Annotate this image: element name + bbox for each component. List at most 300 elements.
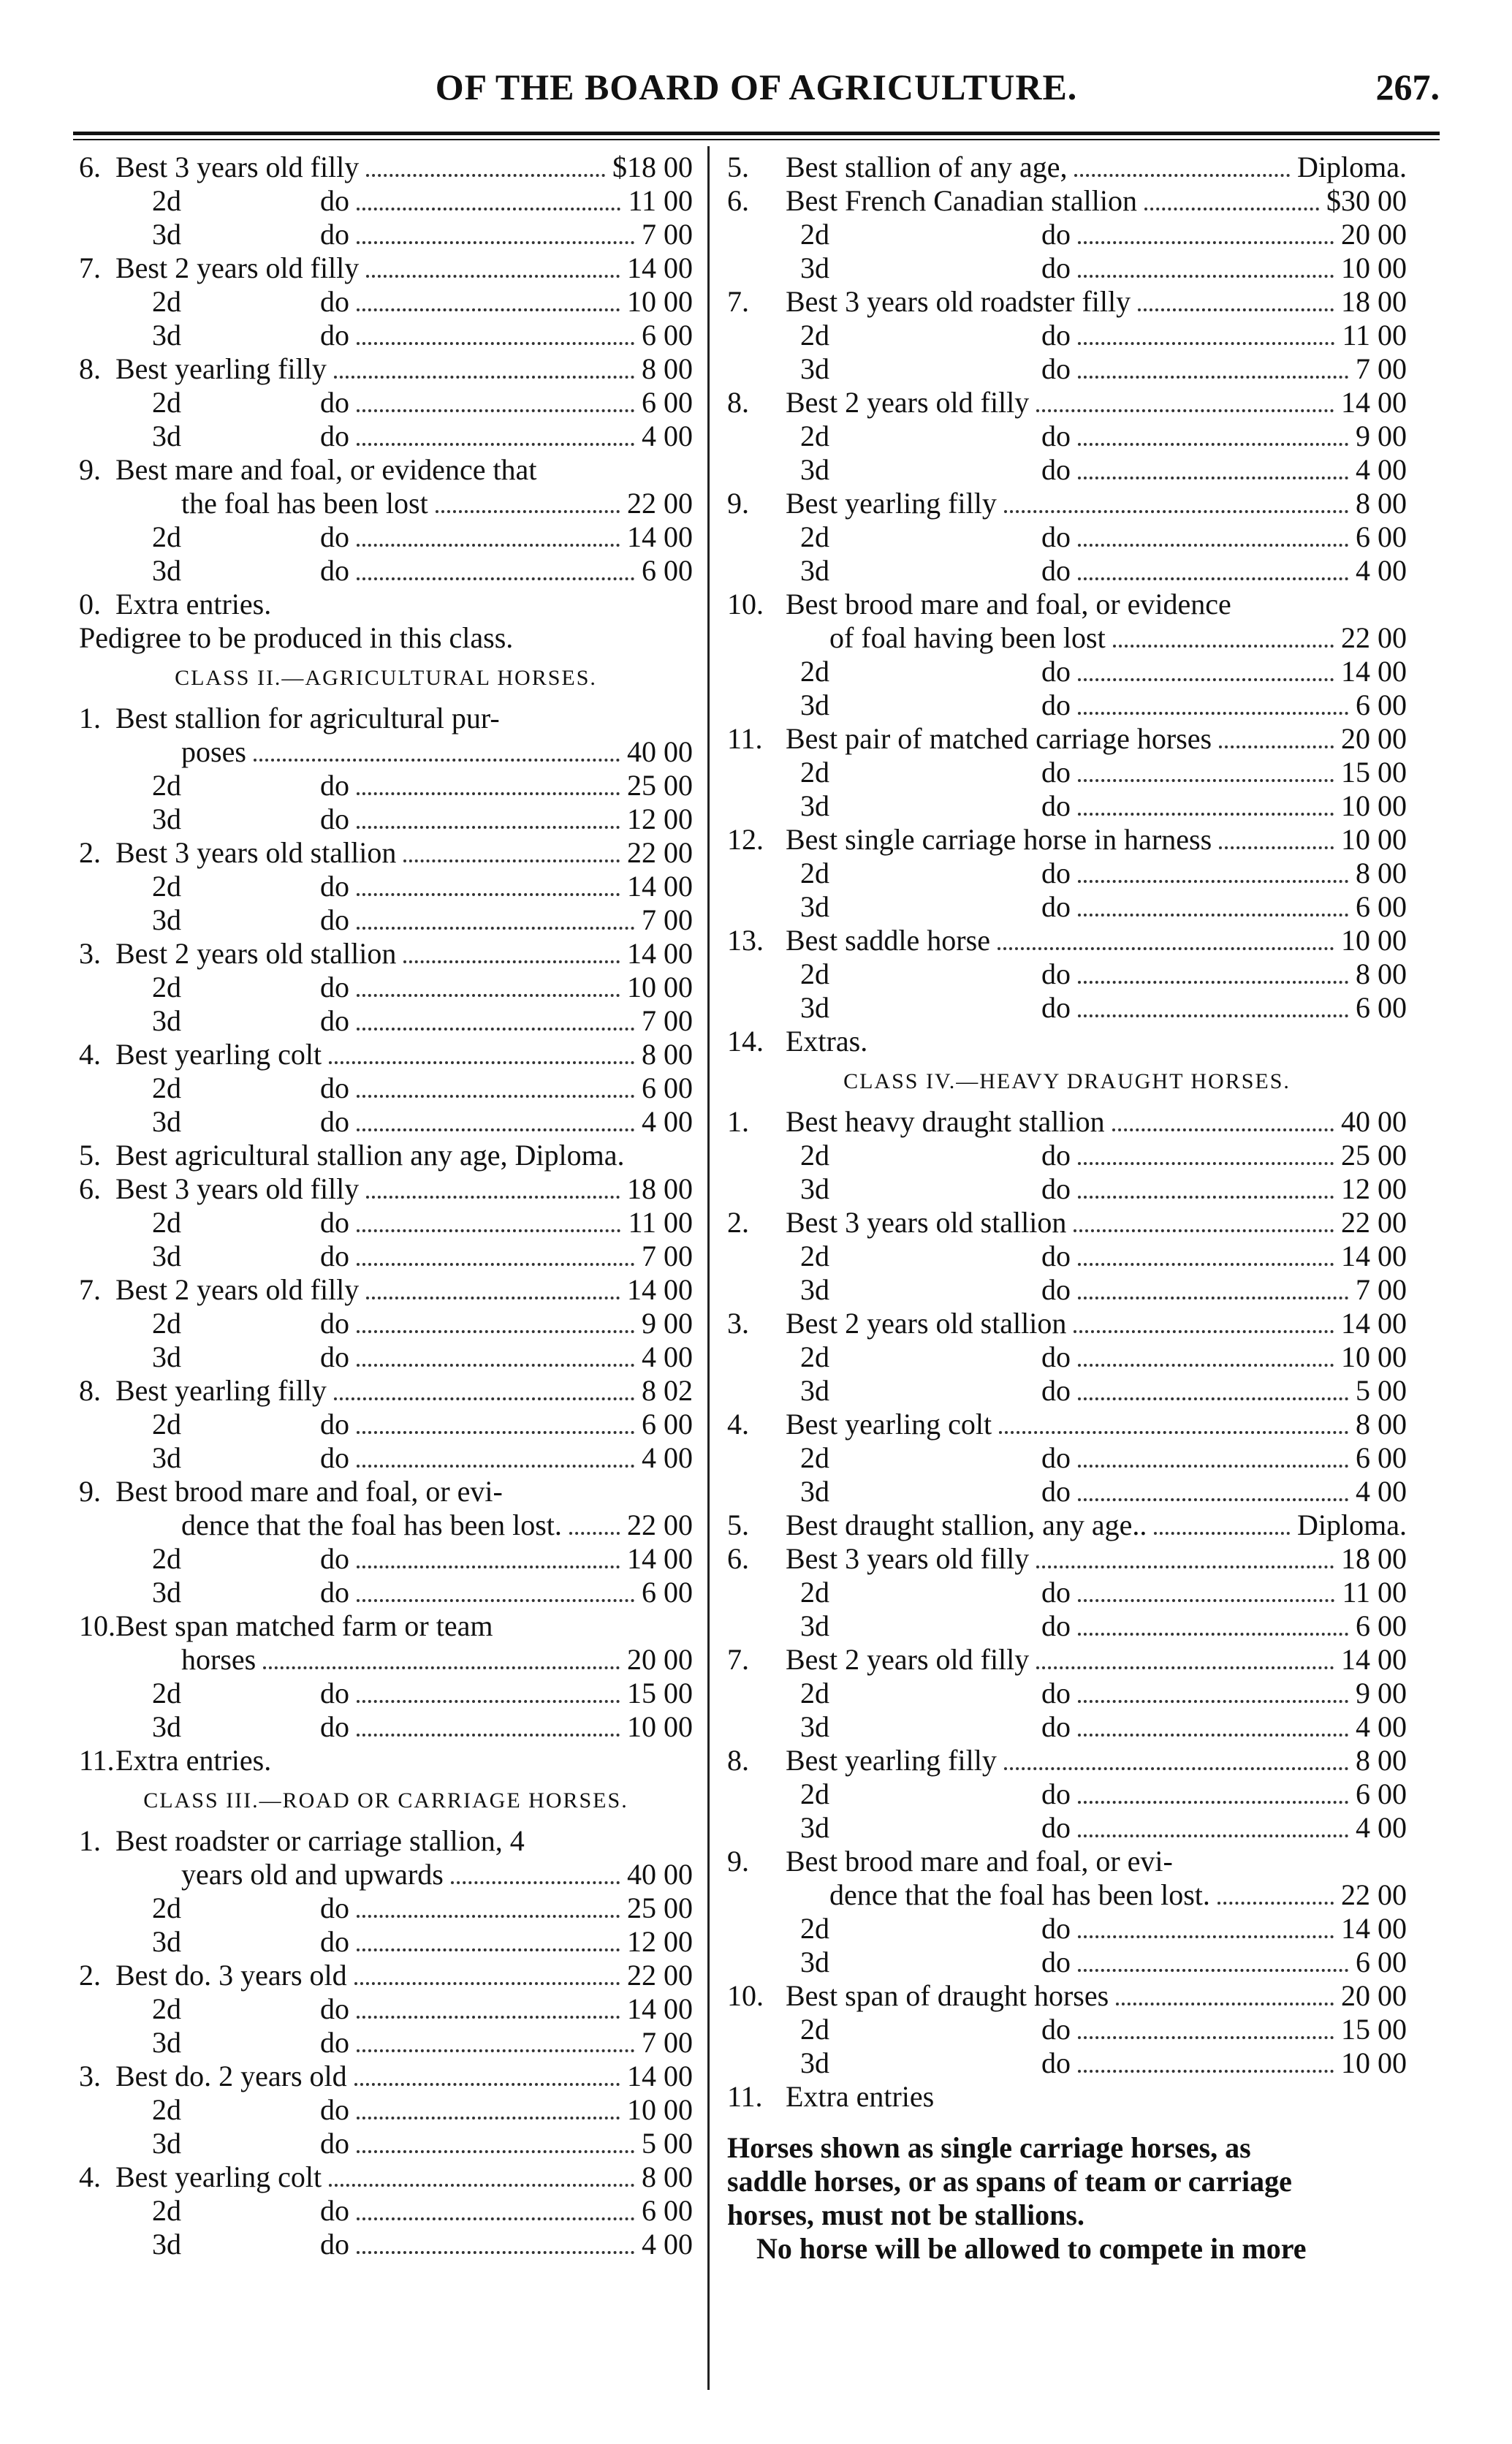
entry-description: horses — [181, 1643, 257, 1676]
dot-leader — [1219, 745, 1334, 748]
premium-amount: 20 00 — [627, 1643, 693, 1676]
premium-row — [79, 1105, 693, 1139]
place-label: 3d — [800, 352, 829, 385]
premium-row — [79, 1959, 693, 1992]
entry-description: dence that the foal has been lost. — [181, 1508, 562, 1541]
dot-leader — [1112, 1128, 1334, 1131]
premium-amount: 7 00 — [642, 2026, 693, 2059]
entry-description: Best 2 years old filly — [786, 1643, 1030, 1676]
ditto-mark: do — [320, 1441, 349, 1474]
premium-row — [727, 1845, 1407, 1878]
ditto-mark: do — [1041, 1677, 1071, 1709]
dot-leader — [1078, 1734, 1348, 1737]
premium-row — [727, 688, 1407, 722]
dot-leader — [1078, 577, 1348, 580]
entry-description: Best yearling filly — [786, 487, 997, 520]
premium-row — [727, 251, 1407, 285]
entry-number: 9. — [727, 1845, 749, 1878]
ditto-mark: do — [1041, 1139, 1071, 1172]
premium-row — [79, 218, 693, 251]
premium-amount: 6 00 — [642, 554, 693, 587]
premium-amount: 7 00 — [642, 218, 693, 251]
note-text: Pedigree to be produced in this class. — [79, 621, 514, 654]
premium-row — [79, 2093, 693, 2127]
entry-description: Best yearling colt — [115, 1038, 322, 1071]
dot-leader — [366, 174, 605, 177]
place-label: 3d — [152, 1710, 181, 1743]
premium-row — [79, 702, 693, 735]
page-number: 267. — [1375, 67, 1440, 107]
dot-leader — [357, 208, 620, 210]
premium-row — [79, 1240, 693, 1273]
ditto-mark: do — [320, 1071, 349, 1104]
premium-amount: 10 00 — [1341, 1340, 1407, 1373]
dot-leader — [357, 1263, 634, 1266]
entry-number: 5. — [727, 1508, 749, 1541]
ditto-mark: do — [1041, 554, 1071, 587]
dot-leader — [1116, 2003, 1334, 2005]
ditto-mark: do — [320, 554, 349, 587]
premium-amount: 6 00 — [1356, 1777, 1407, 1810]
ditto-mark: do — [1041, 1172, 1071, 1205]
place-label: 2d — [800, 756, 829, 789]
premium-amount: 9 00 — [1356, 1677, 1407, 1709]
dot-leader — [1074, 1330, 1334, 1333]
premium-row — [79, 1858, 693, 1891]
class-heading: CLASS III.—ROAD OR CARRIAGE HORSES. — [143, 1788, 628, 1813]
ditto-mark: do — [1041, 1441, 1071, 1474]
premium-row — [79, 1925, 693, 1959]
entry-number: 8. — [727, 386, 749, 419]
dot-leader — [1078, 712, 1348, 715]
place-label: 3d — [152, 1004, 181, 1037]
premium-row — [727, 1139, 1407, 1172]
ditto-mark: do — [320, 971, 349, 1003]
ditto-mark: do — [320, 1992, 349, 2025]
premium-row — [79, 1992, 693, 2026]
premium-row — [79, 2160, 693, 2194]
premium-row — [79, 903, 693, 937]
premium-row — [79, 735, 693, 769]
dot-leader — [357, 2016, 620, 2019]
premium-amount: 18 00 — [1341, 1542, 1407, 1575]
premium-row — [727, 823, 1407, 857]
premium-amount: 14 00 — [1341, 1240, 1407, 1272]
premium-row — [79, 1340, 693, 1374]
place-label: 2d — [800, 957, 829, 990]
place-label: 3d — [800, 554, 829, 587]
place-label: 3d — [152, 1576, 181, 1609]
premium-row — [727, 1374, 1407, 1408]
dot-leader — [357, 1948, 620, 1951]
premium-amount: 7 00 — [1356, 352, 1407, 385]
premium-amount: 6 00 — [642, 1071, 693, 1104]
premium-amount: 6 00 — [1356, 1441, 1407, 1474]
place-label: 2d — [800, 520, 829, 553]
ditto-mark: do — [1041, 1340, 1071, 1373]
premium-amount: 8 00 — [1356, 957, 1407, 990]
premium-row — [79, 836, 693, 870]
place-label: 2d — [152, 520, 181, 553]
premium-amount: 12 00 — [1341, 1172, 1407, 1205]
dot-leader — [1078, 779, 1334, 782]
entry-number: 11. — [727, 722, 763, 755]
entry-number: 5. — [79, 1139, 101, 1172]
dot-leader — [1217, 1902, 1334, 1905]
place-label: 2d — [152, 1542, 181, 1575]
entry-description: Best mare and foal, or evidence that — [115, 453, 537, 486]
entry-number: 2. — [79, 1959, 101, 1992]
premium-amount: 6 00 — [642, 386, 693, 419]
premium-amount: 14 00 — [627, 937, 693, 970]
dot-leader — [357, 1915, 620, 1918]
premium-amount: 14 00 — [627, 870, 693, 903]
premium-amount: 10 00 — [627, 2093, 693, 2126]
dot-leader — [366, 275, 620, 278]
premium-row — [79, 1004, 693, 1038]
dot-leader — [1078, 1196, 1334, 1199]
dot-leader — [1078, 241, 1334, 244]
entry-number: 3. — [79, 2060, 101, 2092]
place-label: 3d — [152, 1441, 181, 1474]
premium-amount: 25 00 — [627, 769, 693, 802]
ditto-mark: do — [1041, 1811, 1071, 1844]
entry-number: 7. — [727, 1643, 749, 1676]
dot-leader — [1078, 1397, 1348, 1400]
ditto-mark: do — [1041, 1609, 1071, 1642]
entry-description: Best span of draught horses — [786, 1979, 1109, 2012]
premium-amount: 14 00 — [1341, 386, 1407, 419]
premium-amount: 11 00 — [1342, 319, 1407, 352]
ditto-mark: do — [1041, 1777, 1071, 1810]
premium-row — [727, 319, 1407, 352]
premium-amount: 25 00 — [1341, 1139, 1407, 1172]
premium-amount: 22 00 — [1341, 1206, 1407, 1239]
premium-row — [727, 453, 1407, 487]
premium-row — [727, 1912, 1407, 1946]
place-label: 2d — [800, 857, 829, 889]
entry-number: 9. — [79, 453, 101, 486]
premium-row — [727, 789, 1407, 823]
dot-leader — [366, 1297, 620, 1299]
place-label: 3d — [152, 2127, 181, 2160]
entry-number: 2. — [727, 1206, 749, 1239]
premium-row — [79, 1273, 693, 1307]
premium-amount: Diploma. — [1297, 1508, 1407, 1541]
premium-amount: 4 00 — [642, 2228, 693, 2261]
ditto-mark: do — [1041, 319, 1071, 352]
premium-row — [727, 1542, 1407, 1576]
ditto-mark: do — [320, 769, 349, 802]
premium-row — [79, 319, 693, 352]
note-text: horses, must not be stallions. — [727, 2198, 1084, 2231]
place-label: 2d — [152, 285, 181, 318]
premium-row — [727, 655, 1407, 688]
entry-description: Best agricultural stallion any age, Diploma. — [115, 1139, 625, 1172]
ditto-mark: do — [1041, 1710, 1071, 1743]
dot-leader — [1078, 1014, 1348, 1017]
entry-description: Best 2 years old filly — [786, 386, 1030, 419]
premium-row — [727, 890, 1407, 924]
place-label: 2d — [152, 1677, 181, 1709]
entry-description: Extra entries. — [115, 588, 272, 621]
place-label: 2d — [800, 1576, 829, 1609]
ditto-mark: do — [1041, 688, 1071, 721]
dot-leader — [1078, 2070, 1334, 2073]
ditto-mark: do — [1041, 789, 1071, 822]
dot-leader — [999, 1431, 1348, 1434]
class-heading: CLASS II.—AGRICULTURAL HORSES. — [175, 666, 597, 690]
premium-amount: $18 00 — [612, 151, 693, 183]
dot-leader — [1078, 544, 1348, 547]
entry-number: 1. — [727, 1105, 749, 1138]
ditto-mark: do — [320, 1677, 349, 1709]
dot-leader — [357, 2049, 634, 2052]
entry-description: Best 3 years old roadster filly — [786, 285, 1131, 318]
entry-description: Best 3 years old filly — [786, 1542, 1030, 1575]
entry-number: 7. — [79, 1273, 101, 1306]
premium-row — [727, 857, 1407, 890]
place-label: 3d — [800, 2046, 829, 2079]
ditto-mark: do — [1041, 991, 1071, 1024]
ditto-mark: do — [320, 903, 349, 936]
entry-description: Best brood mare and foal, or evi- — [786, 1845, 1173, 1878]
premium-amount: 18 00 — [627, 1172, 693, 1205]
place-label: 3d — [152, 1240, 181, 1272]
premium-row — [79, 1677, 693, 1710]
premium-amount: 7 00 — [642, 1004, 693, 1037]
place-label: 2d — [152, 1307, 181, 1340]
place-label: 3d — [800, 1609, 829, 1642]
entry-description: of foal having been lost — [829, 621, 1106, 654]
dot-leader — [254, 759, 620, 762]
premium-row — [79, 2228, 693, 2261]
dot-leader — [357, 994, 620, 997]
entry-description: Best 3 years old stallion — [115, 836, 397, 869]
dot-leader — [357, 308, 620, 311]
premium-row — [727, 1206, 1407, 1240]
premium-row — [79, 1475, 693, 1508]
dot-leader — [357, 1028, 634, 1031]
premium-amount: 8 00 — [642, 2160, 693, 2193]
premium-row — [727, 924, 1407, 957]
dot-leader — [403, 960, 620, 963]
premium-amount: 9 00 — [642, 1307, 693, 1340]
premium-amount: 22 00 — [627, 836, 693, 869]
premium-row — [727, 352, 1407, 386]
premium-row — [727, 1441, 1407, 1475]
premium-row — [79, 1071, 693, 1105]
premium-amount: 10 00 — [627, 1710, 693, 1743]
premium-amount: 4 00 — [642, 1441, 693, 1474]
ditto-mark: do — [320, 2093, 349, 2126]
dot-leader — [334, 376, 634, 379]
place-label: 2d — [152, 1408, 181, 1441]
entry-description: Best 3 years old filly — [115, 1172, 360, 1205]
premium-row — [727, 1643, 1407, 1677]
premium-row — [79, 1172, 693, 1206]
premium-row — [79, 420, 693, 453]
dot-leader — [1078, 2036, 1334, 2039]
place-label: 3d — [800, 1172, 829, 1205]
entry-description: Best yearling colt — [115, 2160, 322, 2193]
premium-row — [79, 487, 693, 520]
premium-row — [79, 1542, 693, 1576]
ditto-mark: do — [320, 1004, 349, 1037]
premium-amount: 8 00 — [1356, 1408, 1407, 1441]
premium-amount: 4 00 — [642, 1340, 693, 1373]
ditto-mark: do — [320, 1240, 349, 1272]
entry-number: 13. — [727, 924, 764, 957]
ditto-mark: do — [320, 1542, 349, 1575]
premium-amount: 10 00 — [627, 285, 693, 318]
dot-leader — [1078, 981, 1348, 984]
entry-description: Extra entries — [786, 2080, 935, 2113]
dot-leader — [1078, 275, 1334, 278]
entry-description: Best brood mare and foal, or evi- — [115, 1475, 503, 1508]
premium-amount: 9 00 — [1356, 420, 1407, 452]
ditto-mark: do — [320, 520, 349, 553]
premium-amount: 6 00 — [1356, 890, 1407, 923]
note-text: saddle horses, or as spans of team or carriage — [727, 2165, 1292, 2198]
premium-row — [727, 1273, 1407, 1307]
entry-number: 4. — [79, 2160, 101, 2193]
premium-row — [727, 588, 1407, 621]
dot-leader — [1078, 342, 1334, 345]
premium-row — [79, 1710, 693, 1744]
premium-amount: 7 00 — [642, 903, 693, 936]
place-label: 2d — [800, 655, 829, 688]
ditto-mark: do — [1041, 655, 1071, 688]
entry-description: poses — [181, 735, 246, 768]
premium-amount: 6 00 — [1356, 520, 1407, 553]
place-label: 3d — [800, 890, 829, 923]
premium-amount: 4 00 — [1356, 1475, 1407, 1508]
premium-amount: 22 00 — [627, 1959, 693, 1992]
dot-leader — [357, 792, 620, 795]
place-label: 3d — [800, 1811, 829, 1844]
dot-leader — [357, 1431, 634, 1434]
entry-number: 11. — [727, 2080, 763, 2113]
ditto-mark: do — [1041, 1273, 1071, 1306]
premium-amount: 10 00 — [1341, 823, 1407, 856]
premium-row — [727, 1811, 1407, 1845]
place-label: 2d — [152, 870, 181, 903]
premium-row — [727, 285, 1407, 319]
premium-row — [727, 520, 1407, 554]
premium-row — [79, 1374, 693, 1408]
entry-number: 1. — [79, 1824, 101, 1857]
premium-row — [79, 2194, 693, 2228]
column-divider — [707, 146, 710, 2390]
dot-leader — [1078, 1263, 1334, 1266]
premium-amount: 14 00 — [627, 520, 693, 553]
premium-row — [727, 1240, 1407, 1273]
entry-description: the foal has been lost — [181, 487, 428, 520]
entry-number: 7. — [79, 251, 101, 284]
ditto-mark: do — [1041, 1946, 1071, 1978]
place-label: 2d — [800, 218, 829, 251]
premium-amount: 22 00 — [627, 487, 693, 520]
premium-row — [79, 1307, 693, 1340]
ditto-mark: do — [320, 1307, 349, 1340]
ditto-mark: do — [1041, 2013, 1071, 2046]
ditto-mark: do — [1041, 453, 1071, 486]
premium-amount: 8 00 — [1356, 1744, 1407, 1777]
premium-amount: 6 00 — [1356, 1609, 1407, 1642]
entry-description: Best span matched farm or team — [115, 1609, 493, 1642]
dot-leader — [1154, 1532, 1290, 1535]
dot-leader — [1078, 376, 1348, 379]
ditto-mark: do — [320, 420, 349, 452]
premium-row — [727, 487, 1407, 520]
dot-leader — [366, 1196, 620, 1199]
dot-leader — [354, 1982, 620, 1985]
place-label: 2d — [152, 1891, 181, 1924]
dot-leader — [357, 1700, 620, 1703]
premium-row — [727, 991, 1407, 1025]
entry-number: 6. — [727, 1542, 749, 1575]
premium-amount: 8 00 — [1356, 857, 1407, 889]
dot-leader — [1078, 1633, 1348, 1636]
premium-amount: 4 00 — [1356, 1811, 1407, 1844]
premium-amount: Diploma. — [1297, 151, 1407, 183]
premium-amount: 14 00 — [627, 1542, 693, 1575]
premium-row — [727, 420, 1407, 453]
premium-row — [79, 1038, 693, 1071]
premium-amount: 6 00 — [642, 1408, 693, 1441]
dot-leader — [1036, 409, 1334, 412]
premium-amount: 11 00 — [1342, 1576, 1407, 1609]
dot-leader — [357, 1128, 634, 1131]
ditto-mark: do — [320, 184, 349, 217]
premium-row — [79, 251, 693, 285]
entry-description: Best stallion of any age, — [786, 151, 1068, 183]
dot-leader — [1078, 880, 1348, 883]
premium-row — [727, 1508, 1407, 1542]
entry-description: dence that the foal has been lost. — [829, 1878, 1210, 1911]
place-label: 2d — [152, 971, 181, 1003]
premium-row — [727, 1475, 1407, 1508]
premium-row — [79, 1508, 693, 1542]
premium-amount: 22 00 — [627, 1508, 693, 1541]
premium-amount: 6 00 — [642, 1576, 693, 1609]
left-column — [79, 151, 693, 2261]
premium-row — [727, 218, 1407, 251]
class-heading: CLASS IV.—HEAVY DRAUGHT HORSES. — [843, 1069, 1291, 1093]
premium-amount: 40 00 — [627, 735, 693, 768]
entry-number: 4. — [79, 1038, 101, 1071]
entry-description: Best yearling filly — [786, 1744, 997, 1777]
entry-number: 7. — [727, 285, 749, 318]
premium-amount: 10 00 — [627, 971, 693, 1003]
entry-description: Best do. 2 years old — [115, 2060, 347, 2092]
entry-description: Extra entries. — [115, 1744, 272, 1777]
premium-row — [727, 1172, 1407, 1206]
premium-amount: 25 00 — [627, 1891, 693, 1924]
ditto-mark: do — [1041, 1240, 1071, 1272]
header-rule-thin — [73, 139, 1440, 140]
premium-row — [727, 1576, 1407, 1609]
dot-leader — [1144, 208, 1319, 210]
dot-leader — [1078, 813, 1334, 816]
dot-leader — [1078, 1700, 1348, 1703]
premium-amount: 10 00 — [1341, 251, 1407, 284]
premium-row — [79, 1408, 693, 1441]
premium-amount: 14 00 — [627, 251, 693, 284]
premium-amount: 4 00 — [1356, 554, 1407, 587]
place-label: 2d — [800, 1139, 829, 1172]
